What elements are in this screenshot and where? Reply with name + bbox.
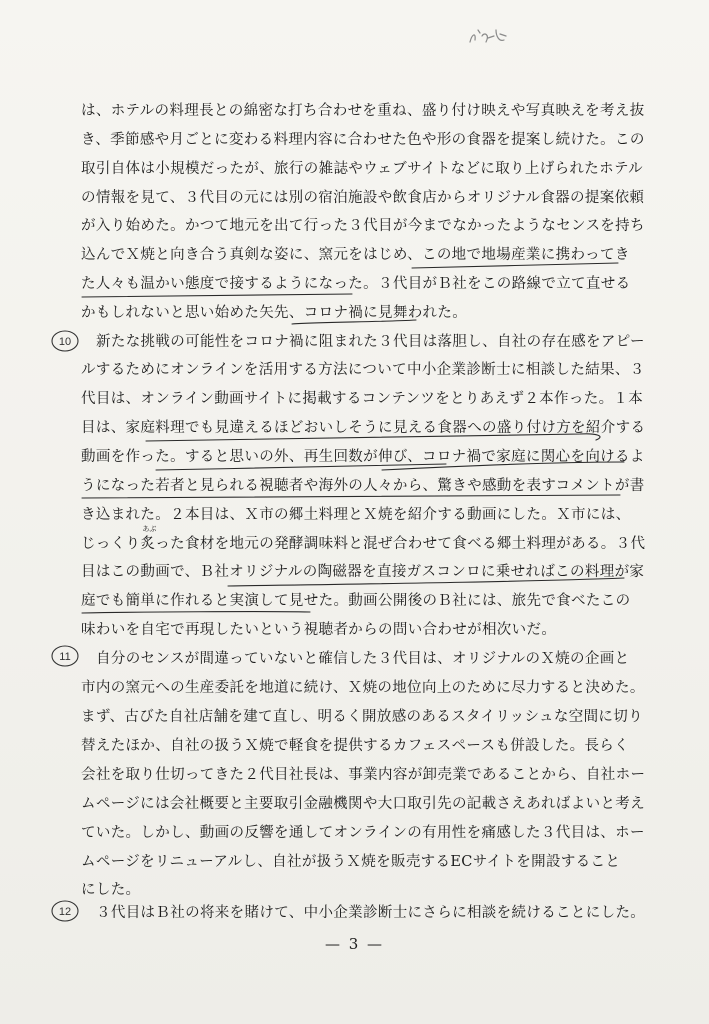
text-line: は、ホテルの料理長との綿密な打ち合わせを重ね、盛り付け映えや写真映えを考え抜 xyxy=(81,103,645,119)
page-number: — 3 — xyxy=(324,935,385,953)
text-line: まず、古びた自社店舗を建て直し、明るく開放感のあるスタイリッシュな空間に切り xyxy=(81,709,643,725)
text-line: 込んでＸ焼と向き合う真剣な姿に、窯元をはじめ、この地で地場産業に携わってき xyxy=(81,247,630,263)
paragraph-marker-circle xyxy=(50,329,80,353)
paragraph-marker-circle xyxy=(50,644,80,668)
text-line: ムページには会社概要と主要取引金融機関や大口取引先の記載さえあればよいと考え xyxy=(81,796,646,812)
text-line: うになった若者と見られる視聴者や海外の人々から、驚きや感動を表すコメントが書 xyxy=(81,478,645,494)
text-line-with-ruby: じっくり あぶ 炙った食材を地元の発酵調味料と混ぜ合わせて食べる郷土料理がある。３代 xyxy=(81,525,646,552)
text-line: き込まれた。２本目は、Ｘ市の郷土料理とＸ焼を紹介する動画にした。Ｘ市には、 xyxy=(81,507,631,523)
text-line: 庭でも簡単に作れると実演して見せた。動画公開後のＢ社には、旅先で食べたこの xyxy=(81,593,631,609)
text-line: 会社を取り仕切ってきた２代目社長は、事業内容が卸売業であることから、自社ホー xyxy=(81,767,646,783)
paragraph-marker-label: 12 xyxy=(58,906,72,918)
ruby-reading: あぶ xyxy=(142,525,157,533)
text-line: 替えたほか、自社の扱うＸ焼で軽食を提供するカフェスペースも併設した。長らく xyxy=(81,738,629,754)
paragraph-marker-label: 11 xyxy=(59,651,71,663)
text-line: 目は、家庭料理でも見違えるほどおいしそうに見える食器への盛り付け方を紹介する xyxy=(81,420,646,436)
text-line: ムページをリニューアルし、自社が扱うＸ焼を販売するECサイトを開設すること xyxy=(81,854,621,870)
ruby-base: 炙 xyxy=(140,536,156,552)
handwritten-note-icon xyxy=(466,24,510,50)
text-line: ルするためにオンラインを活用する方法について中小企業診断士に相談した結果、３ xyxy=(81,362,645,378)
paragraph-marker-label: 10 xyxy=(58,336,72,348)
text-line: た人々も温かい態度で接するようになった。３代目がＢ社をこの路線で立て直せる xyxy=(81,276,631,292)
text-line: 自分のセンスが間違っていないと確信した３代目は、オリジナルのＸ焼の企画と xyxy=(96,651,630,667)
text-line: 代目は、オンライン動画サイトに掲載するコンテンツをとりあえず２本作った。１本 xyxy=(81,391,644,407)
text-line: かもしれないと思い始めた矢先、コロナ禍に見舞われた。 xyxy=(81,305,468,321)
text-line: 味わいを自宅で再現したいという視聴者からの問い合わせが相次いだ。 xyxy=(81,622,557,638)
text-line: き、季節感や月ごとに変わる料理内容に合わせた色や形の食器を提案し続けた。この xyxy=(81,132,645,148)
text-line: ていた。しかし、動画の反響を通してオンラインの有用性を痛感した３代目は、ホー xyxy=(81,825,645,841)
text-line: 取引自体は小規模だったが、旅行の雑誌やウェブサイトなどに取り上げられたホテル xyxy=(81,161,643,177)
text-line: が入り始めた。かつて地元を出て行った３代目が今までなかったようなセンスを持ち xyxy=(81,218,645,234)
text-line: の情報を見て、３代目の元には別の宿泊施設や飲食店からオリジナル食器の提案依頼 xyxy=(81,190,645,206)
text-line: 市内の窯元への生産委託を地道に続け、Ｘ焼の地位向上のために尽力すると決めた。 xyxy=(81,680,645,696)
text-line: 動画を作った。すると思いの外、再生回数が伸び、コロナ禍で家庭に関心を向けるよ xyxy=(81,449,645,465)
text-line: にした。 xyxy=(81,882,141,898)
text-line: ３代目はＢ社の将来を賭けて、中小企業診断士にさらに相談を続けることにした。 xyxy=(96,905,646,921)
paragraph-marker-circle xyxy=(50,899,80,923)
text-line: 目はこの動画で、Ｂ社オリジナルの陶磁器を直接ガスコンロに乗せればこの料理が家 xyxy=(81,564,645,580)
ruby-word xyxy=(140,525,157,554)
text-line: 新たな挑戦の可能性をコロナ禍に阻まれた３代目は落胆し、自社の存在感をアピー xyxy=(96,334,645,350)
